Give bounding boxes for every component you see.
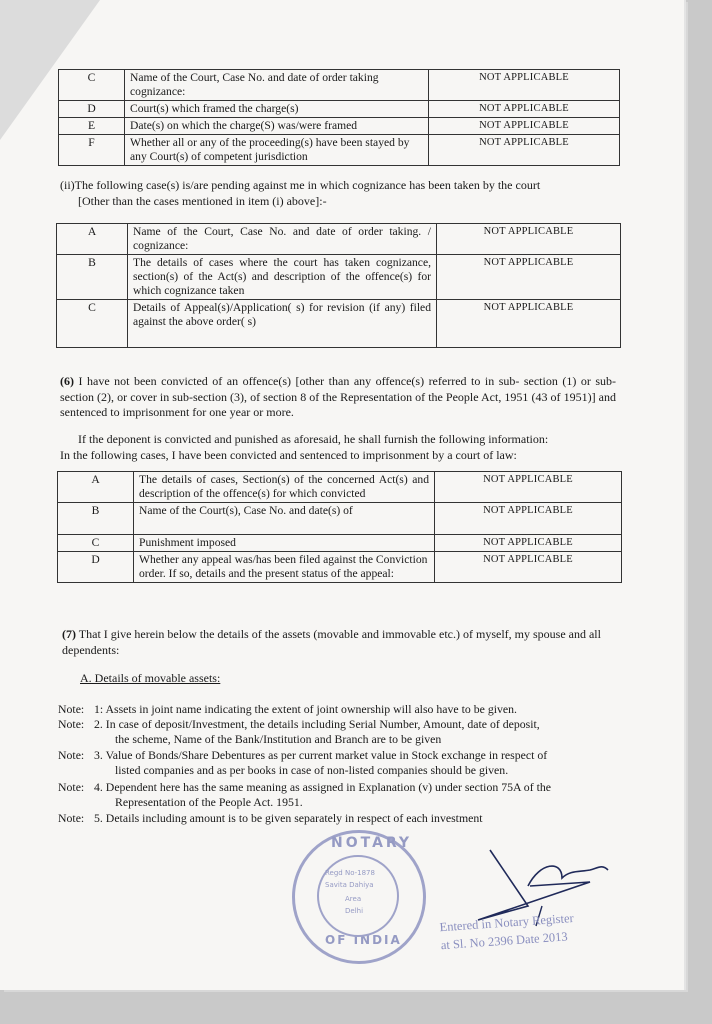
row-value: NOT APPLICABLE [437,300,621,348]
row-value: NOT APPLICABLE [429,118,620,135]
row-text: Whether any appeal was/has been filed against the Conviction order. If so, details and the present status of the appeal: [134,552,435,583]
note-continuation: Representation of the People Act. 1951. [115,795,303,809]
section-ii-line2: [Other than the cases mentioned in item (i) above]:- [78,194,327,208]
register-line-1: Entered in Notary Register [439,910,575,935]
section-7-number: (7) [62,627,76,641]
row-label: F [59,135,125,166]
note-1 [58,702,638,717]
movable-assets-heading: A. Details of movable assets: [80,671,221,685]
row-label: C [58,535,134,552]
table-row [59,118,620,135]
row-label: B [58,503,134,535]
row-label: C [59,70,125,101]
stamp-inner-line: Delhi [345,907,364,915]
section-6-paragraph [60,374,616,421]
stamp-inner-ring [317,855,399,937]
section-ii-line1: (ii)The following case(s) is/are pending against me in which cognizance has been taken by the court [60,178,541,192]
charges-table [58,69,620,166]
note-5 [58,811,638,826]
convictions-table [57,471,622,583]
stamp-inner-line: Regd No-1878 [325,869,375,877]
row-text: Date(s) on which the charge(S) was/were framed [125,118,429,135]
note-head: Note: [58,717,85,731]
table-row [58,472,622,503]
table-row [58,552,622,583]
table-row [58,535,622,552]
section-6-text: I have not been convicted of an offence(s) [other than any offence(s) referred to in sub- section (1) or sub-section (2), or cover in sub-section (3), of section 8 of the Representation of the People Act, 1951 (43 of 1951)] and sentenced to imprisonment for one year or more. [60,374,616,419]
note-head: Note: [58,811,85,825]
note-2 [58,717,638,747]
row-value: NOT APPLICABLE [429,135,620,166]
table-row [58,503,622,535]
row-text: Name of the Court(s), Case No. and date(s) of [134,503,435,535]
notary-stamp [292,830,426,964]
note-3 [58,748,638,778]
note-head: Note: [58,702,85,716]
row-value: NOT APPLICABLE [435,503,622,535]
row-value: NOT APPLICABLE [429,70,620,101]
table-row [57,255,621,300]
register-entry [439,906,621,954]
row-label: D [59,101,125,118]
stamp-top-text: NOTARY [331,835,413,851]
row-label: B [57,255,128,300]
register-line-2: at Sl. No 2396 Date 2013 [440,929,569,953]
section-6-number: (6) [60,374,74,388]
pending-cases-table [56,223,621,348]
row-value: NOT APPLICABLE [435,535,622,552]
note-text: 1: Assets in joint name indicating the extent of joint ownership will also have to be given. [94,702,517,716]
row-value: NOT APPLICABLE [437,255,621,300]
row-label: D [58,552,134,583]
row-text: Name of the Court, Case No. and date of order taking. / cognizance: [128,224,437,255]
note-continuation: listed companies and as per books in case of non-listed companies should be given. [115,763,509,777]
stamp-inner-line: Area [345,895,362,903]
row-text: The details of cases where the court has taken cognizance, section(s) of the Act(s) and description of the offence(s) for which cognizance taken [128,255,437,300]
row-text: Details of Appeal(s)/Application( s) for revision (if any) filed against the above order( s) [128,300,437,348]
row-label: E [59,118,125,135]
note-text: 2. In case of deposit/Investment, the details including Serial Number, Amount, date of deposit, [94,717,540,731]
section-7-paragraph [62,627,622,658]
section-6-para2-line2: In the following cases, I have been convicted and sentenced to imprisonment by a court of law: [60,448,517,462]
row-text: Court(s) which framed the charge(s) [125,101,429,118]
note-4 [58,780,638,810]
note-head: Note: [58,780,85,794]
row-label: A [57,224,128,255]
row-value: NOT APPLICABLE [437,224,621,255]
note-text: 4. Dependent here has the same meaning as assigned in Explanation (v) under section 75A of the [94,780,551,794]
row-text: Whether all or any of the proceeding(s) have been stayed by any Court(s) of competent jurisdiction [125,135,429,166]
row-text: The details of cases, Section(s) of the concerned Act(s) and description of the offence(s) for which convicted [134,472,435,503]
table-row [59,101,620,118]
section-6-para2-line1: If the deponent is convicted and punished as aforesaid, he shall furnish the following information: [78,432,549,446]
note-head: Note: [58,748,85,762]
row-label: A [58,472,134,503]
note-continuation: the scheme, Name of the Bank/Institution and Branch are to be given [115,732,442,746]
row-label: C [57,300,128,348]
row-value: NOT APPLICABLE [435,472,622,503]
row-value: NOT APPLICABLE [429,101,620,118]
stamp-bottom-text: OF INDIA [325,933,402,947]
row-value: NOT APPLICABLE [435,552,622,583]
note-text: 3. Value of Bonds/Share Debentures as per current market value in Stock exchange in respect of [94,748,548,762]
row-text: Name of the Court, Case No. and date of order taking cognizance: [125,70,429,101]
section-7-text: That I give herein below the details of the assets (movable and immovable etc.) of myself, my spouse and all dependents: [62,627,601,657]
row-text: Punishment imposed [134,535,435,552]
table-row [57,224,621,255]
table-row [57,300,621,348]
table-row [59,70,620,101]
note-text: 5. Details including amount is to be given separately in respect of each investment [94,811,483,825]
table-row [59,135,620,166]
stamp-inner-line: Savita Dahiya [325,881,374,889]
